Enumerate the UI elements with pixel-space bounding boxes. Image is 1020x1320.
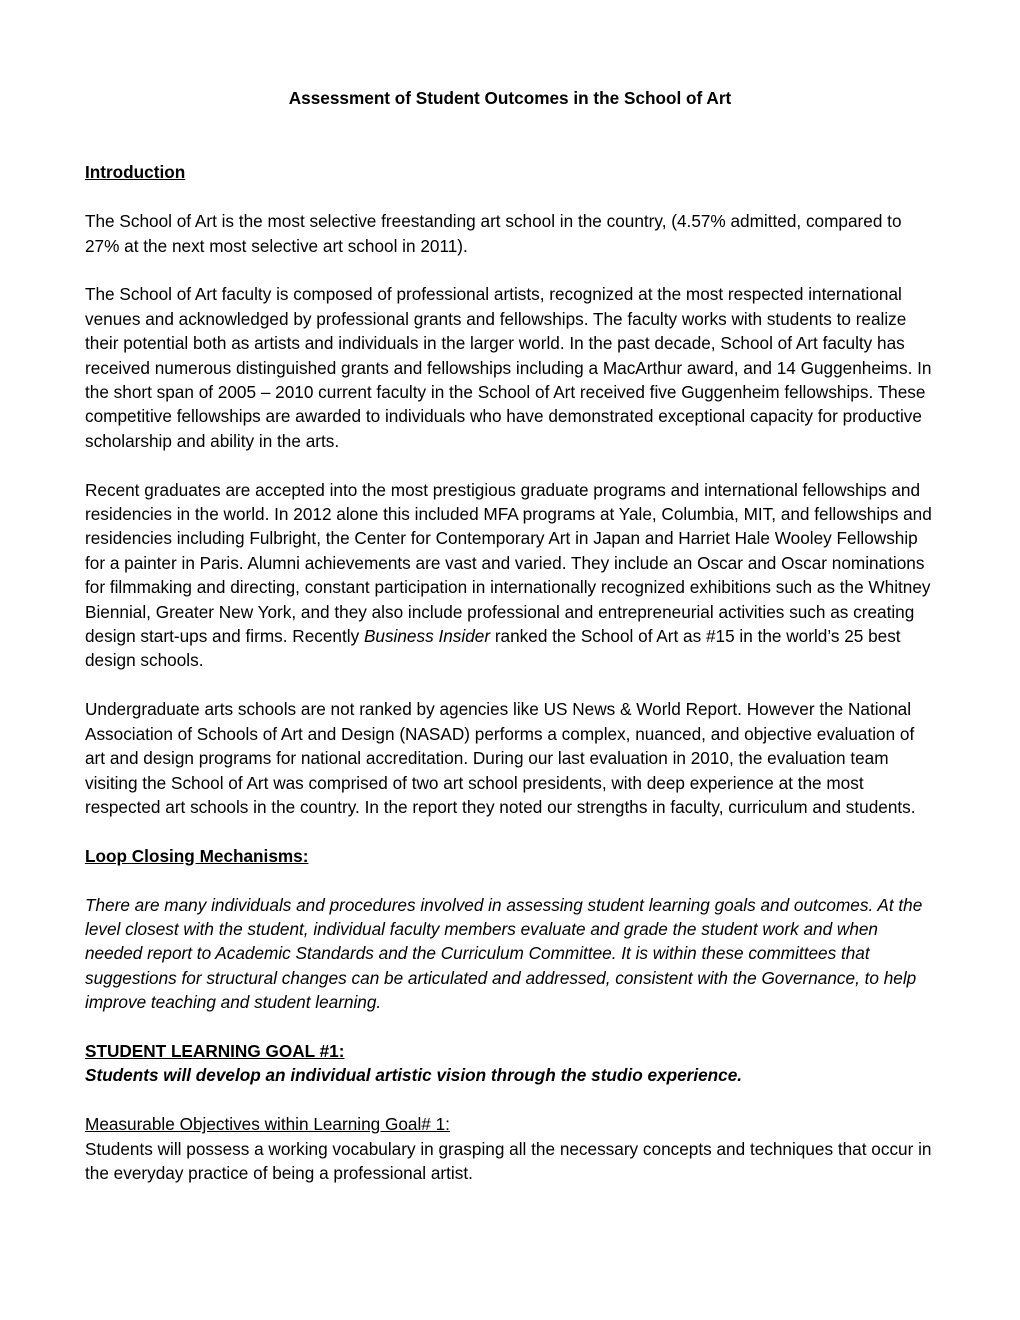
- goal-1-objectives-text: Students will possess a working vocabulary in grasping all the necessary concepts and techniques that occur in the everyday practice of being a professional artist.: [85, 1138, 932, 1183]
- spacer: [85, 868, 935, 892]
- intro-paragraph-1: The School of Art is the most selective freestanding art school in the country, (4.57% admitted, compared to 27% at the next most selective art school in 2011).: [85, 211, 902, 256]
- publication-name: Business Insider: [363, 626, 491, 647]
- intro-paragraph-3: [85, 478, 935, 673]
- spacer: [85, 1088, 935, 1112]
- document-page: [85, 86, 935, 1185]
- intro-paragraph-3-text-b: ranked the School of Art as #15 in the world’s 25 best design schools.: [85, 626, 901, 671]
- intro-paragraph-2: The School of Art faculty is composed of professional artists, recognized at the most respected international venues and acknowledged by professional grants and fellowships. The faculty works with students to realize their potential both as artists and individuals in the larger world. In the past decade, School of Art faculty has received numerous distinguished grants and fellowships including a MacArthur award, and 14 Guggenheims. In the short span of 2005 – 2010 current faculty in the School of Art received five Guggenheim fellowships. These competitive fellowships are awarded to individuals who have demonstrated exceptional capacity for productive scholarship and ability in the arts.: [85, 284, 932, 451]
- spacer: [85, 1015, 935, 1039]
- loop-closing-paragraph: There are many individuals and procedures involved in assessing student learning goals and outcomes. At the level closest with the student, individual faculty members evaluate and grade the student work and when needed report to Academic Standards and the Curriculum Committee. It is within these committees that suggestions for structural changes can be articulated and addressed, consistent with the Governance, to help improve teaching and student learning.: [85, 894, 923, 1013]
- goal-1-heading: STUDENT LEARNING GOAL #1:: [85, 1040, 345, 1061]
- spacer: [85, 453, 935, 477]
- goal-1-statement: Students will develop an individual artistic vision through the studio experience.: [85, 1065, 743, 1086]
- spacer: [85, 819, 935, 843]
- page-title: Assessment of Student Outcomes in the School of Art: [288, 88, 732, 108]
- spacer: [85, 110, 935, 160]
- intro-paragraph-3-text-a: Recent graduates are accepted into the most prestigious graduate programs and international fellowships and residencies in the world. In 2012 alone this included MFA programs at Yale, Columbia, MIT, and fellowships and residencies including Fulbright, the Center for Contemporary Art in Japan and Harriet Hale Wooley Fellowship for a painter in Paris. Alumni achievements are vast and varied. They include an Oscar and Oscar nominations for filmmaking and directing, constant participation in internationally recognized exhibitions such as the Whitney Biennial, Greater New York, and they also include professional and entrepreneurial activities such as creating design start-ups and firms. Recently: [85, 479, 932, 647]
- introduction-heading: Introduction: [85, 162, 186, 183]
- goal-1-objectives-heading: Measurable Objectives within Learning Goal# 1:: [85, 1114, 450, 1135]
- intro-paragraph-4: Undergraduate arts schools are not ranked by agencies like US News & World Report. However the National Association of Schools of Art and Design (NASAD) performs a complex, nuanced, and objective evaluation of art and design programs for national accreditation. During our last evaluation in 2010, the evaluation team visiting the School of Art was comprised of two art school presidents, with deep experience at the most respected art schools in the country. In the report they noted our strengths in faculty, curriculum and students.: [85, 699, 916, 817]
- spacer: [85, 673, 935, 697]
- loop-closing-heading: Loop Closing Mechanisms:: [85, 845, 309, 866]
- spacer: [85, 258, 935, 282]
- spacer: [85, 185, 935, 209]
